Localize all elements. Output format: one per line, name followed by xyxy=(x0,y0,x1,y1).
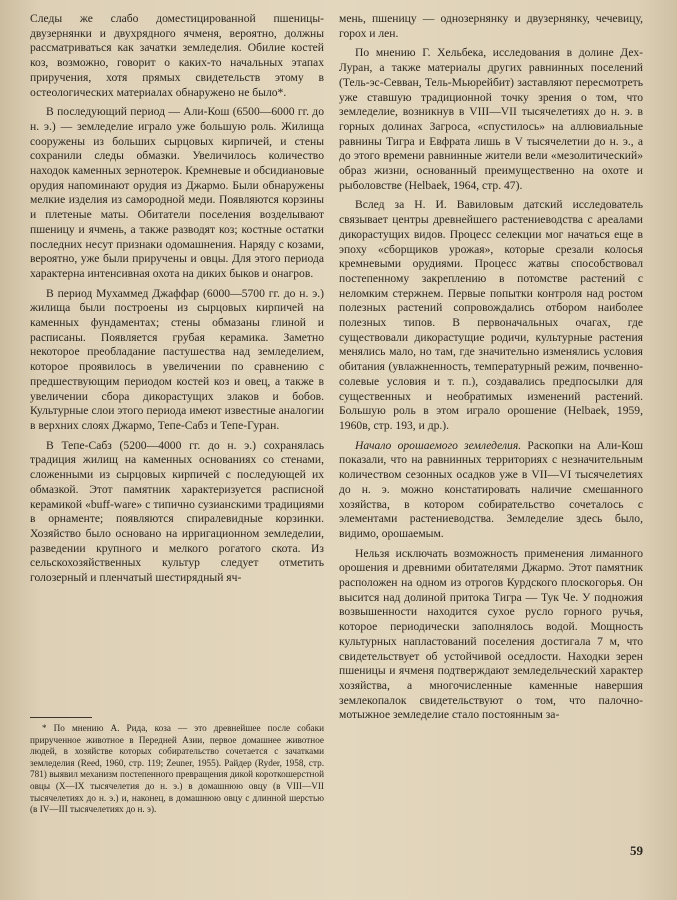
section-paragraph-text: Раскопки на Али-Кош показали, что на равнинных территориях с незначительным количеством сезонных осадков уже в VII—VI тысячелетиях до н. э. можно констатировать наличие смешанного хозяйства, в котором собирательство сочеталось с элементами растениеводства. Земледелие здесь было, видимо, орошаемым. xyxy=(339,438,643,540)
right-paragraph-2: Вслед за Н. И. Вавиловым датский исследователь связывает центры древнейшего растениеводства с ареалами дикорастущих видов. Процесс селекции мог начаться еще в эпоху «сборщиков урожая», которые срезали колосья кремневыми орудиями. Процесс жатвы способствовал постепенному закреплению в потомстве растений с неломким стержнем. Первые попытки контроля над ростом полезных растений сопровождались отбором наиболее полезных типов. В первоначальных очагах, где существовали дикорастущие родичи, культурные растения менялись мало, но там, где значительно изменялись условия обитания (увлажненность, температурный режим, почвенно-солевые условия и т. п.), создавались предпосылки для существенных и необратимых изменений растений. Большую роль в этом играло орошение (Helbaek, 1959, 1960в, стр. 193, и др.). xyxy=(339,198,643,432)
right-column xyxy=(339,12,643,723)
left-paragraph-2: В последующий период — Али-Кош (6500—6000 гг. до н. э.) — земледелие играло уже большую роль. Жилища сооружены из больших сырцовых кирпичей, и стены сохранили следы обмазки. Увеличилось количество находок каменных зернотерок. Кремневые и обсидиановые орудия напоминают орудия из Джармо. Были обнаружены мелкие изделия из самородной меди. Появляются корзины и плетеные маты. Обитатели поселения возделывают пшеницу и ячмень, а также разводят коз; костные остатки последних несут признаки одомашнения. Наряду с козами, вероятно, уже были приручены и овцы. Для этого периода характерна интенсивная охота на диких быков и онагров. xyxy=(30,105,324,280)
left-paragraph-4: В Тепе-Сабз (5200—4000 гг. до н. э.) сохранялась традиция жилищ на каменных основаниях со стенами, сложенными из сырцовых кирпичей с последующей их обмазкой. Этот памятник характеризуется расписной керамикой «buff-ware» с типично сузианскими традициями в орнаменте; появляются спиралевидные корзинки. Хозяйство было основано на ирригационном земледелии, разведении крупного и мелкого рогатого скота. Из сельскохозяйственных культур следует отметить голозерный и пленчатый шестирядный яч- xyxy=(30,438,324,585)
footnote-text: * По мнению А. Рида, коза — это древнейшее после собаки прирученное животное в Передней Азии, первое домашнее животное людей, в хозяйстве которых собирательство сочетается с зачатками земледелия (Reed, 1960, стр. 119; Zeuner, 1955). Райдер (Ryder, 1958, стр. 781) выявил механизм постепенного превращения дикой короткошерстной овцы (X—IX тысячелетия до н. э.) в домашнюю овцу (в VIII—VII тысячелетиях до н. э.) и, наконец, в домашнюю овцу с длинной шерстью (в IV—III тысячелетиях до н. э). xyxy=(30,723,324,815)
left-paragraph-1: Следы же слабо доместицированной пшеницы-двузернянки и двухрядного ячменя, вероятно, должны рассматриваться как зачатки земледелия. Обилие костей коз, возможно, говорит о каких-то начальных этапах приручения, хотя прямых свидетельств этому в остеологических материалах обнаружено не было*. xyxy=(30,12,324,99)
page-number: 59 xyxy=(630,843,643,858)
left-paragraph-3: В период Мухаммед Джаффар (6000—5700 гг. до н. э.) жилища были построены из сырцовых кирпичей на каменных фундаментах; стены обмазаны глиной и расписаны. Появляется грубая керамика. Заметно некоторое преобладание пастушества над земледелием, которое проявилось в увеличении по сравнению с предшествующим периодом костей коз и овец, а также в увеличении сбора дикорастущих злаков и бобов. Культурные слои этого периода имеют известные аналогии в верхних слоях Джармо, Тепе-Сабз и Тепе-Гуран. xyxy=(30,286,324,432)
right-paragraph-1: По мнению Г. Хельбека, исследования в долине Дех-Луран, а также материалы других равнинных поселений (Тель-эс-Севван, Тель-Мьюрейбит) заставляют пересмотреть уже ставшую традиционной точку зрения о том, что земледелие, возникнув в VIII—VII тысячелетиях до н. э. в горных долинах Загроса, «спустилось» на аллювиальные равнины Тигра и Евфрата лишь в V тысячелетии до н. э., а до этого времени равнинные жители вели «мезолитический» образ жизни, основанный преимущественно на охоте и рыболовстве (Helbaek, 1964, стр. 47). xyxy=(339,46,643,192)
footnote-separator xyxy=(30,717,92,718)
right-paragraph-continued: мень, пшеницу — однозернянку и двузернянку, чечевицу, горох и лен. xyxy=(339,12,643,40)
right-section-paragraph xyxy=(339,439,643,542)
footnote xyxy=(30,723,324,816)
right-paragraph-last: Нельзя исключать возможность применения лиманного орошения и древними обитателями Джармо. Этот памятник расположен на одном из отрогов Курдского плоскогорья. Он высится над долиной притока Тигра — Тук Че. У подножия возвышенности находится сухое русло горного ручья, которое периодически заполнялось водой. Мощность культурных напластований поселения достигала 7 м, что свидетельствует об устойчивой оседлости. Находки зерен пшеницы и ячменя подтверждают земледельческий характер хозяйства, а многочисленные каменные навершия землекопалок свидетельствуют о том, что палочно-мотыжное земледелие стало постоянным за- xyxy=(339,546,643,722)
section-heading: Начало орошаемого земледелия. xyxy=(355,438,522,452)
left-column xyxy=(30,12,324,586)
